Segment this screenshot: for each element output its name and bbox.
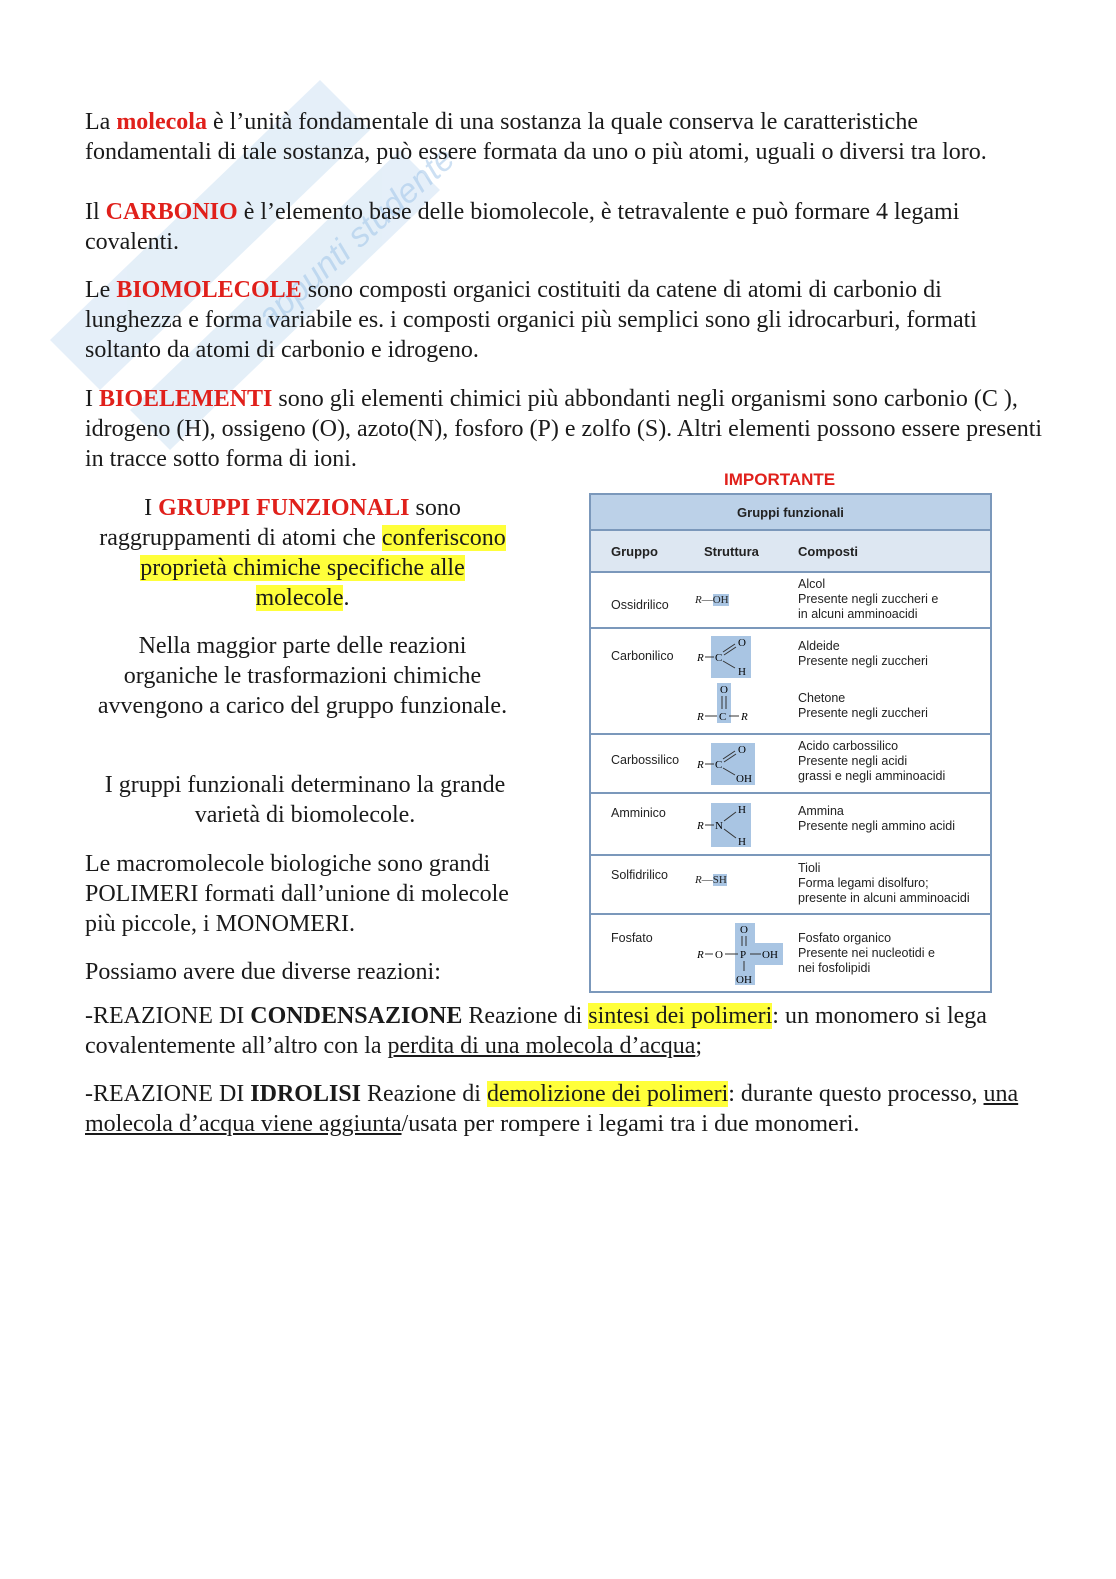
compound-line: Fosfato organico — [798, 931, 892, 945]
text-segment: ; — [695, 1033, 703, 1059]
atom-label: R — [697, 711, 704, 723]
compound-line: Tioli — [798, 861, 821, 875]
paragraph-condensazione — [85, 1001, 1045, 1061]
text-segment: è l’unità fondamentale di una sostanza la quale conserva le caratteristiche fondamentali di tale sostanza, può essere formata da uno o più atomi, uguali o diversi tra loro. — [85, 109, 987, 165]
paragraph-reazioni-organiche: Nella maggior parte delle reazioni organiche le trasformazioni chimiche avvengono a carico del gruppo funzionale. — [97, 633, 508, 719]
compounds — [798, 861, 970, 906]
text-segment: -REAZIONE DI — [85, 1003, 251, 1029]
atom-label: R — [697, 759, 704, 771]
paragraph-macromolecole: Le macromolecole biologiche sono grandi POLIMERI formati dall’unione di molecole più piccole, i MONOMERI. — [85, 851, 509, 937]
highlight: sintesi dei polimeri — [588, 1003, 773, 1029]
atom-label: C — [715, 759, 723, 771]
text-segment: : un monomero si lega covalentemente all’altro con la — [85, 1003, 987, 1059]
paragraph-gruppi-funzionali — [95, 493, 510, 613]
group-name: Ossidrilico — [611, 598, 669, 612]
atom-label: OH — [736, 773, 752, 785]
compound-line: Alcol — [798, 577, 826, 591]
term-gruppi-funzionali: GRUPPI FUNZIONALI — [158, 495, 410, 521]
atom-label: H — [738, 666, 746, 678]
text-segment: Le — [85, 277, 117, 303]
group-name: Amminico — [611, 806, 666, 820]
group-name: Fosfato — [611, 931, 653, 945]
atom-label: H — [738, 804, 746, 816]
compound-line: Chetone — [798, 691, 846, 705]
compound-line: nei fosfolipidi — [798, 961, 871, 975]
group-name: Carbonilico — [611, 649, 674, 663]
structure-amino — [695, 801, 755, 849]
compounds — [798, 577, 938, 622]
text-segment: . — [343, 585, 350, 611]
atom-label: O — [740, 924, 748, 936]
compound-line: Presente negli ammino acidi — [798, 819, 956, 833]
paragraph-molecola — [85, 107, 1045, 167]
compound-line: Presente negli zuccheri — [798, 706, 928, 720]
compound-line: Ammina — [798, 804, 844, 818]
structure-aldehyde — [695, 634, 755, 680]
atom-label: R — [695, 594, 702, 606]
structure-hydroxyl: R—OH — [695, 594, 729, 606]
structure-phosphate — [695, 921, 785, 987]
text-segment: : durante questo processo, — [728, 1081, 984, 1107]
atom-label: H — [738, 836, 746, 848]
header-gruppo: Gruppo — [611, 544, 658, 559]
table-row — [591, 573, 990, 629]
text-segment: sono raggruppamenti di atomi che — [99, 495, 461, 551]
compounds — [798, 639, 928, 669]
atom-label: OH — [736, 974, 752, 986]
watermark-text: appunti studente — [249, 139, 463, 336]
compounds — [798, 931, 935, 976]
paragraph-varieta: I gruppi funzionali determinano la grande varietà di biomolecole. — [104, 772, 506, 828]
atom-label: R — [697, 820, 704, 832]
table-title: Gruppi funzionali — [591, 495, 990, 531]
atom-label: OH — [762, 949, 778, 961]
text-segment: sono gli elementi chimici più abbondanti negli organismi sono carbonio (C ), idrogeno (H), ossigeno (O), azoto(N), fosforo (P) e zolfo (S). Altri elementi possono essere presenti in tracce sotto forma di ioni. — [85, 386, 1043, 472]
term-condensazione: CONDENSAZIONE — [250, 1003, 463, 1029]
compound-line: Presente negli zuccheri — [798, 654, 928, 668]
paragraph-bioelementi — [85, 384, 1045, 474]
compound-line: Forma legami disolfuro; — [798, 876, 929, 890]
table-header — [591, 531, 990, 573]
important-note: IMPORTANTE — [724, 470, 836, 489]
atom-label: SH — [712, 874, 727, 886]
compound-line: Acido carbossilico — [798, 739, 899, 753]
atom-label: N — [715, 820, 723, 832]
table-row — [591, 794, 990, 856]
term-bioelementi: BIOELEMENTI — [99, 386, 273, 412]
compound-line: Aldeide — [798, 639, 840, 653]
compounds — [798, 739, 945, 784]
compound-line: Presente negli zuccheri e — [798, 592, 939, 606]
compound-line: Presente nei nucleotidi e — [798, 946, 935, 960]
table-row — [591, 915, 990, 991]
atom-label: O — [720, 684, 728, 696]
atom-label: O — [738, 637, 746, 649]
text-segment: La — [85, 109, 117, 135]
paragraph-carbonio — [85, 197, 1045, 257]
compounds — [798, 691, 928, 721]
paragraph-biomolecole — [85, 275, 1045, 365]
structure-sulfhydryl: R—SH — [695, 874, 727, 886]
header-struttura: Struttura — [704, 544, 759, 559]
structure-ketone — [695, 681, 755, 725]
group-name: Solfidrilico — [611, 868, 668, 882]
group-name: Carbossilico — [611, 753, 680, 767]
text-segment: I — [85, 386, 99, 412]
text-segment: è l’elemento base delle biomolecole, è tetravalente e può formare 4 legami covalenti. — [85, 199, 960, 255]
header-composti: Composti — [798, 544, 858, 559]
compound-line: grassi e negli amminoacidi — [798, 769, 946, 783]
text-segment: Il — [85, 199, 106, 225]
atom-label: C — [719, 711, 727, 723]
functional-groups-table — [589, 493, 992, 993]
term-biomolecole: BIOMOLECOLE — [116, 277, 302, 303]
atom-label: R — [695, 874, 702, 886]
text-segment: -REAZIONE DI — [85, 1081, 251, 1107]
text-segment: I — [144, 495, 159, 521]
term-carbonio: CARBONIO — [105, 199, 238, 225]
table-row — [591, 856, 990, 915]
table-row — [591, 629, 990, 735]
atom-label: O — [715, 949, 723, 961]
text-segment: Reazione di — [462, 1003, 589, 1029]
paragraph-idrolisi — [85, 1079, 1045, 1139]
atom-label: P — [740, 949, 747, 961]
compound-line: in alcuni amminoacidi — [798, 607, 918, 621]
table-row — [591, 735, 990, 794]
atom-label: C — [715, 652, 723, 664]
text-segment: /usata per rompere i legami tra i due monomeri. — [401, 1111, 860, 1137]
compound-line: Presente negli acidi — [798, 754, 908, 768]
term-molecola: molecola — [116, 109, 207, 135]
underlined-text: una molecola d’acqua viene aggiunta — [85, 1081, 1019, 1137]
atom-label: OH — [712, 594, 729, 606]
underlined-text: perdita di una molecola d’acqua — [387, 1033, 696, 1059]
atom-label: O — [738, 744, 746, 756]
highlight: demolizione dei polimeri — [486, 1081, 729, 1107]
paragraph-due-reazioni: Possiamo avere due diverse reazioni: — [85, 959, 441, 985]
text-segment: Reazione di — [361, 1081, 487, 1107]
highlight: conferiscono proprietà chimiche specifiche alle molecole — [140, 525, 506, 611]
term-idrolisi: IDROLISI — [250, 1081, 362, 1107]
atom-label: R — [741, 711, 748, 723]
atom-label: R — [697, 652, 704, 664]
compound-line: presente in alcuni amminoacidi — [798, 891, 970, 905]
atom-label: R — [697, 949, 704, 961]
structure-carboxyl — [695, 741, 759, 787]
text-segment: sono composti organici costituiti da catene di atomi di carbonio di lunghezza e forma variabile es. i composti organici più semplici sono gli idrocarburi, formati soltanto da atomi di carbonio e idrogeno. — [85, 277, 977, 363]
compounds — [798, 804, 955, 834]
